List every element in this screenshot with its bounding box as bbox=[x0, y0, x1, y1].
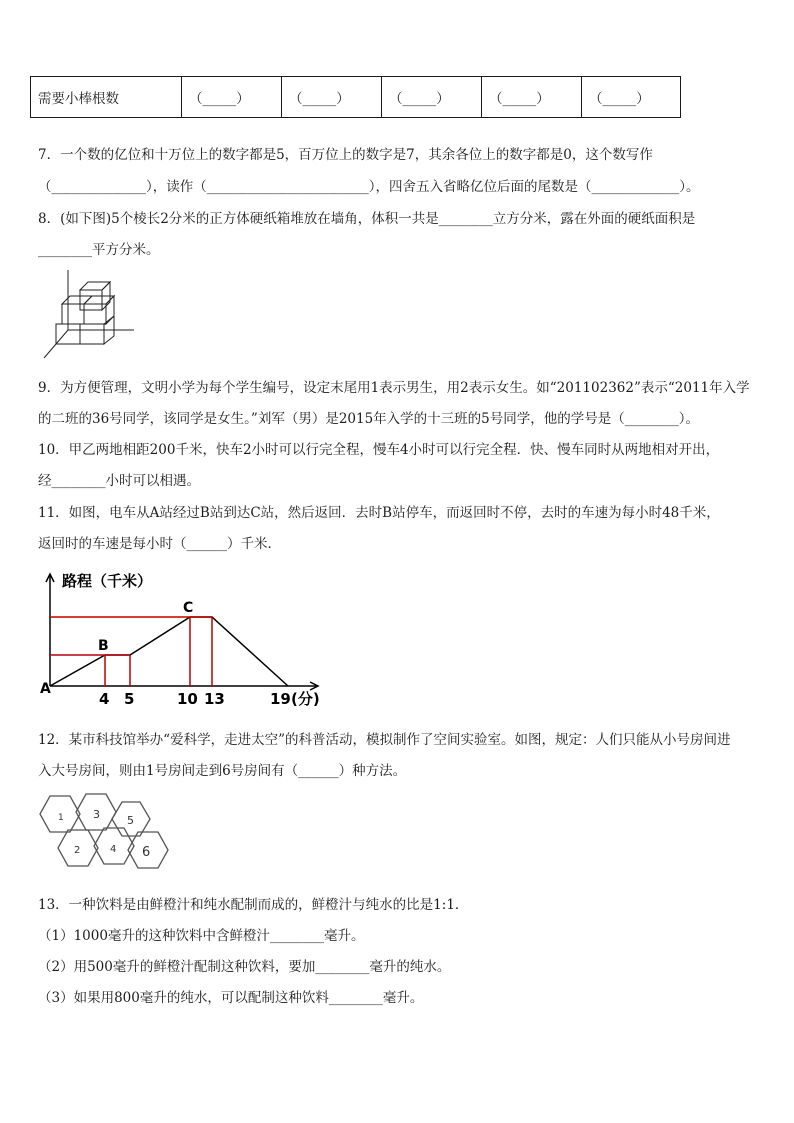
answer-cell-4[interactable]: （_____） bbox=[482, 77, 582, 118]
graph-tick-label: 5 bbox=[124, 690, 135, 708]
graph-tick-label: 10 bbox=[177, 690, 198, 708]
answer-cell-2[interactable]: （_____） bbox=[282, 77, 382, 118]
graph-point-c: C bbox=[183, 600, 194, 616]
q8-line2[interactable]: ________平方分米。 bbox=[38, 242, 160, 258]
q13-part3[interactable]: （3）如果用800毫升的纯水，可以配制这种饮料________毫升。 bbox=[38, 990, 424, 1006]
q8-line1[interactable]: 8．(如下图)5个棱长2分米的正方体硬纸箱堆放在墙角，体积一共是________立方分米，露在外面的硬纸面积是 bbox=[38, 211, 696, 227]
answer-cell-1[interactable]: （_____） bbox=[182, 77, 282, 118]
q12-line1: 12．某市科技馆举办“爱科学，走进太空”的科普活动，模拟制作了空间实验室。如图，规定：人们只能从小号房间进 bbox=[38, 732, 731, 748]
q9-line2[interactable]: 的二班的36号同学，该同学是女生。”刘军（男）是2015年入学的十三班的5号同学，他的学号是（________）。 bbox=[38, 411, 700, 427]
hex-label: 1 bbox=[58, 813, 64, 823]
graph-tick-label: 13 bbox=[204, 690, 225, 708]
table-row-label: 需要小棒根数 bbox=[31, 77, 182, 118]
graph-y-label: 路程（千米） bbox=[62, 572, 153, 590]
hex-label: 5 bbox=[127, 814, 134, 827]
q10-line2[interactable]: 经________小时可以相遇。 bbox=[38, 473, 200, 489]
hex-label: 3 bbox=[93, 808, 100, 821]
table-row bbox=[31, 77, 681, 118]
q13-part2[interactable]: （2）用500毫升的鲜橙汁配制这种饮料，要加________毫升的纯水。 bbox=[38, 959, 451, 975]
graph-tick-label: 19 bbox=[270, 690, 291, 708]
distance-time-graph bbox=[40, 566, 340, 711]
q11-line2[interactable]: 返回时的车速是每小时（______）千米． bbox=[38, 536, 281, 552]
hex-label: 4 bbox=[110, 844, 117, 855]
graph-tick-label: 4 bbox=[99, 690, 110, 708]
hex-label: 2 bbox=[74, 845, 81, 856]
graph-point-b: B bbox=[98, 638, 109, 654]
q10-line1: 10．甲乙两地相距200千米，快车2小时可以行完全程，慢车4小时可以行完全程．快、慢车同时从两地相对开出， bbox=[38, 442, 720, 458]
q7-line1: 7．一个数的亿位和十万位上的数字都是5，百万位上的数字是7，其余各位上的数字都是0，这个数写作 bbox=[38, 147, 653, 163]
graph-x-unit: (分) bbox=[291, 690, 320, 708]
q13-part1[interactable]: （1）1000毫升的这种饮料中含鲜橙汁________毫升。 bbox=[38, 928, 365, 944]
hex-label: 6 bbox=[142, 845, 151, 860]
q12-line2[interactable]: 入大号房间，则由1号房间走到6号房间有（______）种方法。 bbox=[38, 763, 407, 779]
q11-line1: 11．如图，电车从A站经过B站到达C站，然后返回．去时B站停车，而返回时不停，去时的车速为每小时48千米， bbox=[38, 505, 720, 521]
cube-stack-figure bbox=[40, 270, 140, 365]
q9-line1: 9．为方便管理，文明小学为每个学生编号，设定末尾用1表示男生，用2表示女生。如“201102362”表示“2011年入学 bbox=[38, 380, 750, 396]
stick-count-table bbox=[30, 76, 681, 118]
graph-point-a: A bbox=[40, 681, 51, 697]
hexagon-rooms-figure bbox=[38, 792, 178, 874]
q7-line2[interactable]: （______________），读作（________________________），四舍五入省略亿位后面的尾数是（_____________）。 bbox=[38, 179, 700, 195]
answer-cell-3[interactable]: （_____） bbox=[382, 77, 482, 118]
q13-intro: 13．一种饮料是由鲜橙汁和纯水配制而成的，鲜橙汁与纯水的比是1:1． bbox=[38, 897, 469, 913]
answer-cell-5[interactable]: （_____） bbox=[582, 77, 681, 118]
